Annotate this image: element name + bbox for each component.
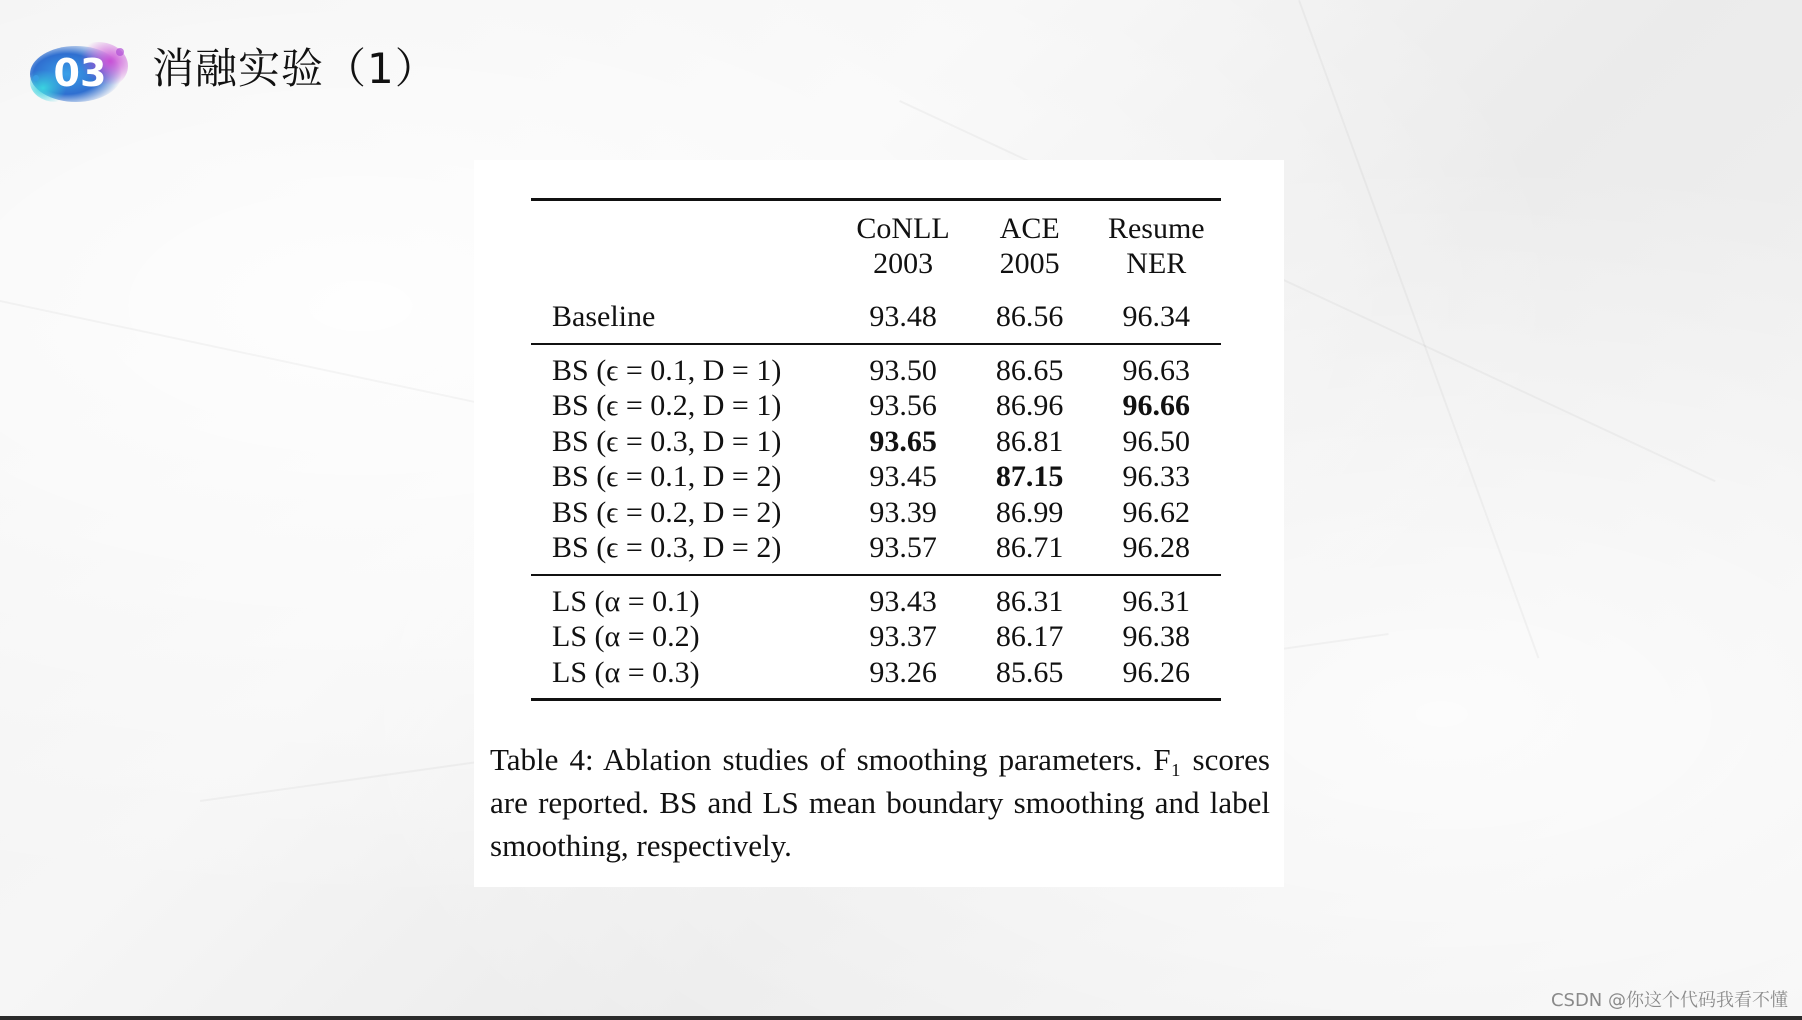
table-figure — [474, 160, 1284, 887]
score-cell: 96.31 — [1092, 575, 1221, 620]
score-cell: 86.65 — [968, 344, 1092, 389]
row-label: Baseline — [552, 300, 656, 333]
score-cell: 86.99 — [995, 495, 1064, 529]
table-caption — [490, 738, 1270, 867]
watermark: CSDN @你这个代码我看不懂 — [1550, 990, 1788, 1011]
score-cell: 96.38 — [1122, 620, 1191, 653]
score-cell-best: 96.66 — [1122, 389, 1191, 422]
row-label: BS (ϵ = 0.1, D = 1) — [531, 344, 838, 389]
header-cell-empty — [531, 246, 838, 291]
row-label: BS (ϵ = 0.1, D = 2) — [552, 460, 782, 493]
row-label: BS (ϵ = 0.2, D = 1) — [552, 389, 782, 422]
results-table-wrapper — [531, 198, 1221, 701]
score-cell: 85.65 — [995, 655, 1064, 689]
bottom-bar — [0, 1016, 1802, 1020]
score-cell: 93.26 — [869, 655, 937, 689]
score-cell: 86.31 — [968, 575, 1092, 620]
score-cell: 96.50 — [1122, 424, 1191, 458]
slide-title: 消融实验（1） — [152, 44, 438, 93]
score-cell: 86.81 — [995, 424, 1064, 458]
watercolor-splash-icon — [28, 38, 132, 106]
score-cell: 93.50 — [838, 344, 967, 389]
table-row — [531, 291, 1221, 344]
table-row — [531, 530, 1221, 575]
score-cell: 96.33 — [1122, 460, 1191, 493]
header-cell-ace-year: 2005 — [999, 247, 1060, 280]
row-label: BS (ϵ = 0.2, D = 2) — [552, 495, 782, 529]
table-row — [531, 388, 1221, 424]
score-cell-best: 87.15 — [995, 460, 1064, 493]
score-cell: 96.28 — [1122, 531, 1191, 564]
header-cell-resume: Resume — [1107, 212, 1205, 245]
table-row — [531, 575, 1221, 620]
row-label: LS (α = 0.1) — [531, 575, 838, 620]
score-cell: 96.63 — [1092, 344, 1221, 389]
table-row — [531, 619, 1221, 655]
score-cell: 96.34 — [1122, 300, 1191, 333]
score-cell: 93.39 — [869, 495, 937, 529]
header-cell-empty — [531, 200, 838, 247]
section-badge — [28, 38, 132, 106]
table-row — [531, 655, 1221, 700]
score-cell: 93.43 — [838, 575, 967, 620]
header-cell-conll-year: 2003 — [873, 247, 934, 280]
score-cell: 86.96 — [995, 389, 1064, 422]
badge-number: 03 — [53, 51, 107, 95]
header-cell-resume-ner: NER — [1126, 247, 1187, 280]
score-cell: 86.17 — [995, 620, 1064, 653]
score-cell: 96.62 — [1122, 495, 1191, 529]
score-cell: 86.71 — [995, 531, 1064, 564]
paper-crease — [1298, 0, 1539, 658]
score-cell: 93.45 — [869, 460, 937, 493]
table-row — [531, 495, 1221, 531]
score-cell: 93.57 — [869, 531, 937, 564]
score-cell: 96.26 — [1122, 655, 1191, 689]
caption-text: Table 4: Ablation studies of smoothing parameters. F₁ scores are reported. BS and LS mean boundary smoothing and label smoothing, respectively. — [490, 742, 1270, 863]
score-cell: 93.37 — [869, 620, 937, 653]
header-row — [531, 200, 1221, 247]
score-cell: 93.48 — [869, 300, 937, 333]
table-row — [531, 344, 1221, 389]
score-cell: 86.56 — [995, 300, 1064, 333]
row-label: BS (ϵ = 0.3, D = 2) — [552, 531, 782, 564]
score-cell: 93.56 — [869, 389, 937, 422]
results-table — [531, 198, 1221, 701]
table-row — [531, 459, 1221, 495]
header-row — [531, 246, 1221, 291]
row-label: LS (α = 0.2) — [552, 620, 700, 653]
row-label: BS (ϵ = 0.3, D = 1) — [552, 424, 782, 458]
row-label: LS (α = 0.3) — [552, 655, 700, 689]
header-cell-conll: CoNLL — [856, 212, 950, 245]
score-cell-best: 93.65 — [869, 424, 937, 458]
header-cell-ace: ACE — [999, 212, 1060, 245]
table-row — [531, 424, 1221, 460]
